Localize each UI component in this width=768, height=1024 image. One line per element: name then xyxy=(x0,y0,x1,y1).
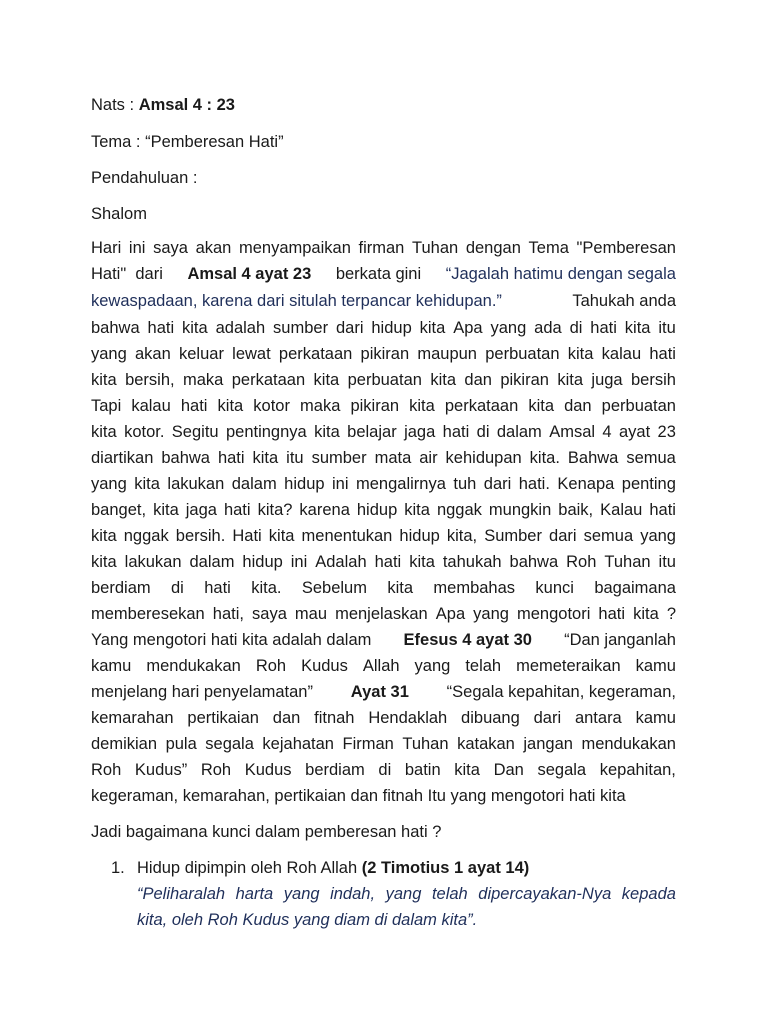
word: kepahitan, xyxy=(599,761,676,779)
paragraph-line xyxy=(91,396,676,416)
word: Kalau xyxy=(600,501,643,519)
word: hati xyxy=(204,579,231,597)
word: yang xyxy=(490,319,527,337)
word: kita xyxy=(313,371,340,389)
word: Adalah xyxy=(315,553,367,571)
word: pikiran xyxy=(500,371,549,389)
word: mengalirnya xyxy=(356,475,446,493)
word: hati xyxy=(649,501,676,519)
word: jaga xyxy=(185,501,217,519)
word: kita xyxy=(387,579,414,597)
word: kita xyxy=(91,553,117,571)
word: telah xyxy=(465,657,502,675)
word: harta xyxy=(235,885,274,903)
word: maka xyxy=(183,371,224,389)
word: ini xyxy=(128,239,146,257)
word: hati xyxy=(223,501,251,519)
nats-line xyxy=(91,95,235,115)
word: memeteraikan xyxy=(516,657,621,675)
word: telah xyxy=(431,885,468,903)
word: menyampaikan xyxy=(238,239,351,257)
nats-label: Nats : xyxy=(91,96,139,114)
word: Amsal xyxy=(549,423,596,441)
word: baik, xyxy=(558,501,594,519)
word: kita, xyxy=(446,527,478,545)
word: kita xyxy=(252,449,279,467)
word: mendukakan xyxy=(146,657,241,675)
word: di xyxy=(569,319,583,337)
word: kunci xyxy=(535,579,574,597)
word: menjelaskan xyxy=(335,605,428,623)
word: nggak xyxy=(436,501,482,519)
word: kita xyxy=(134,475,160,493)
word: berdiam xyxy=(305,761,365,779)
word: lakukan xyxy=(124,553,182,571)
word: hati xyxy=(180,397,208,415)
paragraph-line xyxy=(91,370,676,390)
word: kita xyxy=(314,423,340,441)
word: kemarahan xyxy=(91,709,174,727)
word: Tapi xyxy=(91,397,122,415)
word: mungkin xyxy=(488,501,552,519)
word: hati xyxy=(649,345,676,363)
word: kita xyxy=(153,501,179,519)
word: Kudus xyxy=(301,657,348,675)
paragraph-line xyxy=(91,734,676,754)
word: dalam xyxy=(496,423,542,441)
ayat-reference: Ayat 31 xyxy=(350,683,409,701)
word: kalau xyxy=(601,345,642,363)
paragraph-line: Hati" dari Amsal 4 ayat 23 berkata gini “Jagalah hatimu dengan segala xyxy=(91,265,676,283)
paragraph-line xyxy=(91,526,676,546)
word: segala xyxy=(205,735,254,753)
word: segala xyxy=(537,761,587,779)
greeting: Shalom xyxy=(91,205,147,223)
word: akan xyxy=(195,239,232,257)
word: kita xyxy=(624,319,651,337)
word: Allah xyxy=(362,657,400,675)
word: di xyxy=(476,423,490,441)
word: nggak xyxy=(123,527,169,545)
word: kehidupan xyxy=(445,449,522,467)
word: kalau xyxy=(131,397,171,415)
paragraph-line xyxy=(91,656,676,676)
word: dalam xyxy=(231,475,277,493)
paragraph-line: Yang mengotori hati kita adalah dalam Efesus 4 ayat 30 “Dan janganlah xyxy=(91,631,676,649)
word: bagaimana xyxy=(594,579,676,597)
word: yang xyxy=(473,605,509,623)
word: dari xyxy=(549,527,577,545)
word: jangan xyxy=(523,735,573,753)
word: kita xyxy=(454,761,480,779)
paragraph-line xyxy=(91,500,676,520)
word: yang xyxy=(91,345,127,363)
word: pertikaian xyxy=(187,709,259,727)
word: membahas xyxy=(433,579,516,597)
word: hati xyxy=(442,423,470,441)
word: firman xyxy=(358,239,405,257)
word: tuh xyxy=(453,475,477,493)
word: dari xyxy=(483,475,512,493)
word: Apa xyxy=(453,319,483,337)
word: Apa xyxy=(435,605,466,623)
amsal-quote-end: kewaspadaan, karena dari situlah terpancar kehidupan.” xyxy=(91,292,502,310)
word: perkataan xyxy=(278,345,353,363)
word: perbuatan xyxy=(485,345,560,363)
word: hati xyxy=(374,553,402,571)
word: sumber xyxy=(311,449,367,467)
paragraph-line xyxy=(91,604,676,624)
word: kamu xyxy=(635,709,676,727)
word: Roh xyxy=(200,761,232,779)
word: perbuatan xyxy=(601,397,676,415)
word: Tema xyxy=(528,239,569,257)
word: yang xyxy=(385,885,422,903)
word: perkataan xyxy=(231,371,306,389)
word: karena xyxy=(299,501,350,519)
word: yang xyxy=(640,527,676,545)
word: kotor xyxy=(253,397,290,415)
paragraph-line xyxy=(91,760,676,780)
word: Tuhan xyxy=(604,553,651,571)
word: air xyxy=(419,449,438,467)
word: penting xyxy=(621,475,676,493)
word: belajar xyxy=(347,423,397,441)
word: semua xyxy=(626,449,676,467)
word: saya xyxy=(153,239,188,257)
word: banget, xyxy=(91,501,147,519)
word: lewat xyxy=(232,345,271,363)
timotius-reference: (2 Timotius 1 ayat 14) xyxy=(361,859,530,877)
word: kita xyxy=(268,527,295,545)
word: 23 xyxy=(657,423,676,441)
word: hati xyxy=(217,449,245,467)
word: di xyxy=(378,761,392,779)
word: hati xyxy=(147,319,175,337)
word: dari xyxy=(533,709,562,727)
verse-quote-line: kita, oleh Roh Kudus yang diam di dalam kita”. xyxy=(137,911,478,929)
list-title: Hidup dipimpin oleh Roh Allah (2 Timotius 1 ayat 14) xyxy=(137,859,530,877)
list-number: 1. xyxy=(111,859,125,877)
word: kamu xyxy=(635,657,676,675)
paragraph-line: kegeraman, kemarahan, pertikaian dan fitnah Itu yang mengotori hati kita xyxy=(91,787,626,805)
word: di xyxy=(171,579,184,597)
word: dan xyxy=(564,397,592,415)
paragraph-line: kewaspadaan, karena dari situlah terpancar kehidupan.” Tahukah anda xyxy=(91,292,676,310)
word: tahukah xyxy=(442,553,502,571)
pendahuluan-heading: Pendahuluan : xyxy=(91,169,198,187)
word: berdiam xyxy=(91,579,151,597)
word: demikian xyxy=(91,735,158,753)
word: Tuhan xyxy=(402,735,449,753)
word: dengan xyxy=(465,239,521,257)
word: antara xyxy=(574,709,622,727)
word: Kudus xyxy=(244,761,292,779)
word: saya xyxy=(252,605,287,623)
amsal-reference: Amsal 4 ayat 23 xyxy=(187,265,312,283)
paragraph-line: menjelang hari penyelamatan” Ayat 31 “Segala kepahitan, kegeraman, xyxy=(91,683,676,701)
paragraph-line xyxy=(91,238,676,258)
word: kita. xyxy=(251,579,282,597)
word: bersih. xyxy=(175,527,226,545)
word: Sebelum xyxy=(301,579,367,597)
word: pikiran xyxy=(360,345,410,363)
word: dibuang xyxy=(461,709,520,727)
word: dan xyxy=(464,371,492,389)
word: jaga xyxy=(404,423,436,441)
word: ada xyxy=(534,319,562,337)
word: 4 xyxy=(602,423,612,441)
word: akan xyxy=(135,345,171,363)
word: kepada xyxy=(621,885,676,903)
word: kita xyxy=(91,527,117,545)
word: bahwa xyxy=(91,319,140,337)
word: ini xyxy=(290,553,308,571)
amsal-quote: “Jagalah hatimu dengan segala xyxy=(445,265,676,283)
word: bersih, xyxy=(125,371,175,389)
word: diartikan xyxy=(91,449,154,467)
word: hati, xyxy=(212,605,244,623)
word: Hari xyxy=(91,239,122,257)
word: kita xyxy=(409,553,435,571)
word: dari xyxy=(335,319,364,337)
word: pikiran xyxy=(350,397,400,415)
word: dan xyxy=(272,709,301,727)
word: hidup xyxy=(356,501,398,519)
word: kita xyxy=(91,423,117,441)
word: kita. xyxy=(529,449,560,467)
word: hati. xyxy=(518,475,550,493)
word: kita? xyxy=(257,501,293,519)
word: hidup xyxy=(242,553,283,571)
word: hidup xyxy=(399,527,440,545)
paragraph-line xyxy=(91,422,676,442)
word: ini xyxy=(332,475,349,493)
word: bahwa xyxy=(161,449,210,467)
word: Hendaklah xyxy=(368,709,448,727)
word: mata xyxy=(374,449,412,467)
word: kita xyxy=(528,397,555,415)
word: semua xyxy=(583,527,634,545)
word: menentukan xyxy=(301,527,393,545)
word: kotor. xyxy=(124,423,165,441)
word: “Peliharalah xyxy=(137,885,226,903)
word: mendukakan xyxy=(581,735,676,753)
word: perkataan xyxy=(444,397,519,415)
paragraph-line xyxy=(91,474,676,494)
word: mau xyxy=(294,605,328,623)
question-line: Jadi bagaimana kunci dalam pemberesan hati ? xyxy=(91,823,442,841)
word: batin xyxy=(404,761,441,779)
word: kamu xyxy=(91,657,132,675)
paragraph-line xyxy=(91,448,676,468)
word: pula xyxy=(165,735,197,753)
paragraph-line xyxy=(91,552,676,572)
word: itu xyxy=(286,449,304,467)
word: juga xyxy=(591,371,623,389)
word: adalah xyxy=(215,319,266,337)
word: yang xyxy=(283,885,320,903)
word: Dan xyxy=(493,761,524,779)
word: kita xyxy=(404,501,430,519)
paragraph-line xyxy=(91,318,676,338)
word: maupun xyxy=(417,345,477,363)
word: yang xyxy=(91,475,127,493)
word: kita xyxy=(409,397,435,415)
word: dalam xyxy=(189,553,235,571)
nats-reference: Amsal 4 : 23 xyxy=(138,96,235,114)
word: kita xyxy=(567,345,594,363)
word: kita xyxy=(430,371,457,389)
word: Segitu xyxy=(171,423,219,441)
word: "Pemberesan xyxy=(576,239,676,257)
word: pentingnya xyxy=(225,423,307,441)
word: hidup xyxy=(371,319,412,337)
efesus-reference: Efesus 4 ayat 30 xyxy=(403,631,532,649)
word: keluar xyxy=(179,345,224,363)
word: perbuatan xyxy=(347,371,422,389)
word: hati xyxy=(590,319,617,337)
word: bersih xyxy=(631,371,676,389)
word: memberesekan xyxy=(91,605,205,623)
word: kita xyxy=(91,371,117,389)
word: Roh xyxy=(91,761,122,779)
word: Roh xyxy=(255,657,287,675)
word: katakan xyxy=(457,735,515,753)
word: Kenapa xyxy=(557,475,615,493)
word: Roh xyxy=(566,553,597,571)
word: itu xyxy=(658,319,676,337)
word: kita xyxy=(557,371,584,389)
word: hati xyxy=(598,605,626,623)
word: kita xyxy=(419,319,446,337)
word: Tuhan xyxy=(412,239,459,257)
word: indah, xyxy=(330,885,376,903)
paragraph-line xyxy=(91,708,676,728)
word: maka xyxy=(300,397,341,415)
word: Bahwa xyxy=(567,449,619,467)
word: ? xyxy=(666,605,676,623)
word: hidup xyxy=(284,475,325,493)
word: kita xyxy=(633,605,659,623)
paragraph-line xyxy=(91,578,676,598)
word: yang xyxy=(414,657,451,675)
verse-quote-line xyxy=(137,884,676,904)
word: Sumber xyxy=(484,527,542,545)
word: kita xyxy=(217,397,244,415)
paragraph-line xyxy=(91,344,676,364)
word: Hati xyxy=(232,527,262,545)
word: dipercayakan-Nya xyxy=(478,885,612,903)
word: Firman xyxy=(342,735,394,753)
word: fitnah xyxy=(314,709,355,727)
word: kita xyxy=(182,319,208,337)
word: bahwa xyxy=(509,553,559,571)
tema-line: Tema : “Pemberesan Hati” xyxy=(91,133,284,151)
word: itu xyxy=(658,553,676,571)
word: Kudus” xyxy=(134,761,188,779)
word: sumber xyxy=(273,319,329,337)
word: kejahatan xyxy=(262,735,334,753)
word: ayat xyxy=(618,423,651,441)
word: mengotori xyxy=(517,605,591,623)
word: lakukan xyxy=(167,475,225,493)
